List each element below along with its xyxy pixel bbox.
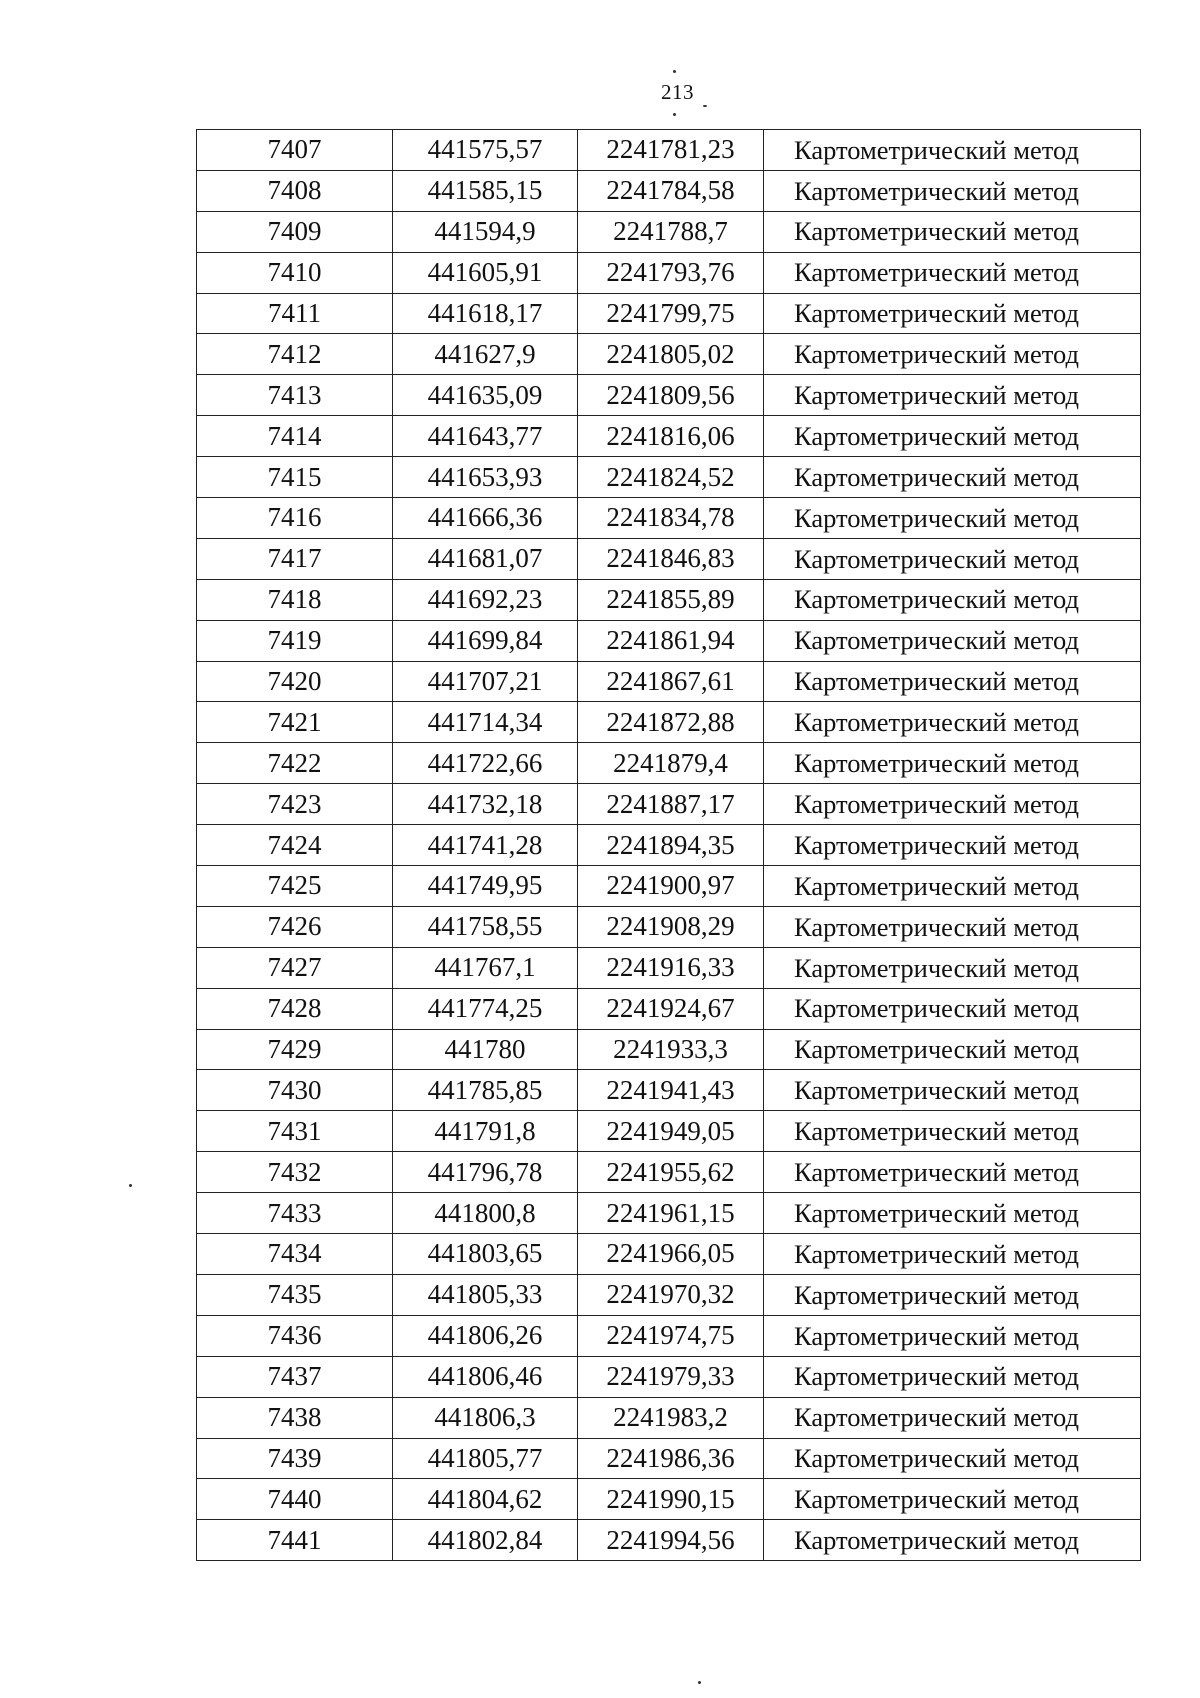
- point-number-cell: 7436: [197, 1315, 393, 1356]
- y-coordinate-cell: 2241861,94: [578, 620, 764, 661]
- method-cell: Картометрический метод: [764, 1193, 1141, 1234]
- method-cell: Картометрический метод: [764, 1397, 1141, 1438]
- y-coordinate-cell: 2241941,43: [578, 1070, 764, 1111]
- method-cell: Картометрический метод: [764, 1438, 1141, 1479]
- point-number-cell: 7441: [197, 1520, 393, 1561]
- y-coordinate-cell: 2241983,2: [578, 1397, 764, 1438]
- y-coordinate-cell: 2241908,29: [578, 906, 764, 947]
- coordinates-table-body: [197, 130, 1141, 1561]
- x-coordinate-cell: 441666,36: [393, 498, 578, 539]
- y-coordinate-cell: 2241879,4: [578, 743, 764, 784]
- x-coordinate-cell: 441749,95: [393, 866, 578, 907]
- x-coordinate-cell: 441653,93: [393, 457, 578, 498]
- table-row: [197, 1152, 1141, 1193]
- table-row: [197, 1274, 1141, 1315]
- y-coordinate-cell: 2241933,3: [578, 1029, 764, 1070]
- method-cell: Картометрический метод: [764, 211, 1141, 252]
- x-coordinate-cell: 441585,15: [393, 170, 578, 211]
- point-number-cell: 7410: [197, 252, 393, 293]
- table-row: [197, 866, 1141, 907]
- point-number-cell: 7414: [197, 416, 393, 457]
- point-number-cell: 7412: [197, 334, 393, 375]
- point-number-cell: 7429: [197, 1029, 393, 1070]
- point-number-cell: 7430: [197, 1070, 393, 1111]
- x-coordinate-cell: 441806,46: [393, 1356, 578, 1397]
- table-row: [197, 375, 1141, 416]
- y-coordinate-cell: 2241955,62: [578, 1152, 764, 1193]
- table-row: [197, 293, 1141, 334]
- table-row: [197, 1438, 1141, 1479]
- x-coordinate-cell: 441802,84: [393, 1520, 578, 1561]
- method-cell: Картометрический метод: [764, 1315, 1141, 1356]
- point-number-cell: 7418: [197, 579, 393, 620]
- method-cell: Картометрический метод: [764, 252, 1141, 293]
- y-coordinate-cell: 2241834,78: [578, 498, 764, 539]
- x-coordinate-cell: 441767,1: [393, 947, 578, 988]
- x-coordinate-cell: 441806,26: [393, 1315, 578, 1356]
- x-coordinate-cell: 441805,33: [393, 1274, 578, 1315]
- table-row: [197, 1356, 1141, 1397]
- table-row: [197, 1315, 1141, 1356]
- point-number-cell: 7428: [197, 988, 393, 1029]
- table-row: [197, 702, 1141, 743]
- y-coordinate-cell: 2241949,05: [578, 1111, 764, 1152]
- table-row: [197, 252, 1141, 293]
- table-row: [197, 784, 1141, 825]
- point-number-cell: 7407: [197, 130, 393, 171]
- method-cell: Картометрический метод: [764, 1274, 1141, 1315]
- y-coordinate-cell: 2241924,67: [578, 988, 764, 1029]
- x-coordinate-cell: 441741,28: [393, 825, 578, 866]
- method-cell: Картометрический метод: [764, 743, 1141, 784]
- x-coordinate-cell: 441627,9: [393, 334, 578, 375]
- table-row: [197, 988, 1141, 1029]
- point-number-cell: 7439: [197, 1438, 393, 1479]
- point-number-cell: 7437: [197, 1356, 393, 1397]
- table-row: [197, 538, 1141, 579]
- y-coordinate-cell: 2241994,56: [578, 1520, 764, 1561]
- x-coordinate-cell: 441714,34: [393, 702, 578, 743]
- y-coordinate-cell: 2241872,88: [578, 702, 764, 743]
- y-coordinate-cell: 2241781,23: [578, 130, 764, 171]
- y-coordinate-cell: 2241979,33: [578, 1356, 764, 1397]
- point-number-cell: 7434: [197, 1234, 393, 1275]
- method-cell: Картометрический метод: [764, 1111, 1141, 1152]
- x-coordinate-cell: 441699,84: [393, 620, 578, 661]
- y-coordinate-cell: 2241784,58: [578, 170, 764, 211]
- y-coordinate-cell: 2241816,06: [578, 416, 764, 457]
- point-number-cell: 7420: [197, 661, 393, 702]
- table-row: [197, 743, 1141, 784]
- table-row: [197, 1520, 1141, 1561]
- point-number-cell: 7411: [197, 293, 393, 334]
- x-coordinate-cell: 441806,3: [393, 1397, 578, 1438]
- x-coordinate-cell: 441707,21: [393, 661, 578, 702]
- y-coordinate-cell: 2241916,33: [578, 947, 764, 988]
- method-cell: Картометрический метод: [764, 1479, 1141, 1520]
- table-row: [197, 1193, 1141, 1234]
- method-cell: Картометрический метод: [764, 579, 1141, 620]
- scan-speck: [698, 1681, 701, 1684]
- point-number-cell: 7421: [197, 702, 393, 743]
- method-cell: Картометрический метод: [764, 1234, 1141, 1275]
- y-coordinate-cell: 2241809,56: [578, 375, 764, 416]
- method-cell: Картометрический метод: [764, 1070, 1141, 1111]
- x-coordinate-cell: 441635,09: [393, 375, 578, 416]
- point-number-cell: 7413: [197, 375, 393, 416]
- y-coordinate-cell: 2241846,83: [578, 538, 764, 579]
- method-cell: Картометрический метод: [764, 784, 1141, 825]
- table-row: [197, 661, 1141, 702]
- y-coordinate-cell: 2241986,36: [578, 1438, 764, 1479]
- x-coordinate-cell: 441618,17: [393, 293, 578, 334]
- scan-speck: [129, 1184, 132, 1187]
- method-cell: Картометрический метод: [764, 375, 1141, 416]
- y-coordinate-cell: 2241894,35: [578, 825, 764, 866]
- x-coordinate-cell: 441785,85: [393, 1070, 578, 1111]
- method-cell: Картометрический метод: [764, 334, 1141, 375]
- table-row: [197, 170, 1141, 211]
- method-cell: Картометрический метод: [764, 416, 1141, 457]
- method-cell: Картометрический метод: [764, 906, 1141, 947]
- method-cell: Картометрический метод: [764, 293, 1141, 334]
- method-cell: Картометрический метод: [764, 1520, 1141, 1561]
- x-coordinate-cell: 441594,9: [393, 211, 578, 252]
- x-coordinate-cell: 441722,66: [393, 743, 578, 784]
- y-coordinate-cell: 2241961,15: [578, 1193, 764, 1234]
- method-cell: Картометрический метод: [764, 947, 1141, 988]
- method-cell: Картометрический метод: [764, 1029, 1141, 1070]
- table-row: [197, 457, 1141, 498]
- x-coordinate-cell: 441575,57: [393, 130, 578, 171]
- table-row: [197, 620, 1141, 661]
- x-coordinate-cell: 441774,25: [393, 988, 578, 1029]
- y-coordinate-cell: 2241887,17: [578, 784, 764, 825]
- table-row: [197, 906, 1141, 947]
- x-coordinate-cell: 441803,65: [393, 1234, 578, 1275]
- y-coordinate-cell: 2241805,02: [578, 334, 764, 375]
- point-number-cell: 7423: [197, 784, 393, 825]
- x-coordinate-cell: 441681,07: [393, 538, 578, 579]
- y-coordinate-cell: 2241793,76: [578, 252, 764, 293]
- y-coordinate-cell: 2241867,61: [578, 661, 764, 702]
- point-number-cell: 7435: [197, 1274, 393, 1315]
- scan-speck: [673, 113, 676, 116]
- table-row: [197, 130, 1141, 171]
- point-number-cell: 7408: [197, 170, 393, 211]
- y-coordinate-cell: 2241900,97: [578, 866, 764, 907]
- method-cell: Картометрический метод: [764, 130, 1141, 171]
- table-row: [197, 1111, 1141, 1152]
- table-row: [197, 1234, 1141, 1275]
- y-coordinate-cell: 2241855,89: [578, 579, 764, 620]
- point-number-cell: 7440: [197, 1479, 393, 1520]
- method-cell: Картометрический метод: [764, 620, 1141, 661]
- table-row: [197, 1479, 1141, 1520]
- x-coordinate-cell: 441758,55: [393, 906, 578, 947]
- x-coordinate-cell: 441804,62: [393, 1479, 578, 1520]
- x-coordinate-cell: 441605,91: [393, 252, 578, 293]
- point-number-cell: 7415: [197, 457, 393, 498]
- y-coordinate-cell: 2241824,52: [578, 457, 764, 498]
- y-coordinate-cell: 2241970,32: [578, 1274, 764, 1315]
- point-number-cell: 7431: [197, 1111, 393, 1152]
- point-number-cell: 7416: [197, 498, 393, 539]
- x-coordinate-cell: 441692,23: [393, 579, 578, 620]
- point-number-cell: 7424: [197, 825, 393, 866]
- scan-speck: [673, 70, 676, 73]
- method-cell: Картометрический метод: [764, 702, 1141, 743]
- point-number-cell: 7419: [197, 620, 393, 661]
- table-row: [197, 1070, 1141, 1111]
- method-cell: Картометрический метод: [764, 1356, 1141, 1397]
- x-coordinate-cell: 441800,8: [393, 1193, 578, 1234]
- method-cell: Картометрический метод: [764, 538, 1141, 579]
- method-cell: Картометрический метод: [764, 498, 1141, 539]
- table-row: [197, 579, 1141, 620]
- method-cell: Картометрический метод: [764, 1152, 1141, 1193]
- table-row: [197, 1397, 1141, 1438]
- point-number-cell: 7432: [197, 1152, 393, 1193]
- method-cell: Картометрический метод: [764, 170, 1141, 211]
- y-coordinate-cell: 2241966,05: [578, 1234, 764, 1275]
- coordinates-table: [196, 129, 1141, 1561]
- point-number-cell: 7422: [197, 743, 393, 784]
- y-coordinate-cell: 2241788,7: [578, 211, 764, 252]
- x-coordinate-cell: 441780: [393, 1029, 578, 1070]
- scan-speck: [703, 105, 707, 107]
- method-cell: Картометрический метод: [764, 457, 1141, 498]
- table-row: [197, 947, 1141, 988]
- x-coordinate-cell: 441805,77: [393, 1438, 578, 1479]
- point-number-cell: 7417: [197, 538, 393, 579]
- page-number: 213: [661, 80, 694, 104]
- y-coordinate-cell: 2241799,75: [578, 293, 764, 334]
- method-cell: Картометрический метод: [764, 866, 1141, 907]
- table-row: [197, 211, 1141, 252]
- method-cell: Картометрический метод: [764, 988, 1141, 1029]
- table-row: [197, 825, 1141, 866]
- table-row: [197, 334, 1141, 375]
- x-coordinate-cell: 441643,77: [393, 416, 578, 457]
- method-cell: Картометрический метод: [764, 825, 1141, 866]
- point-number-cell: 7426: [197, 906, 393, 947]
- table-row: [197, 498, 1141, 539]
- point-number-cell: 7438: [197, 1397, 393, 1438]
- x-coordinate-cell: 441796,78: [393, 1152, 578, 1193]
- point-number-cell: 7425: [197, 866, 393, 907]
- point-number-cell: 7433: [197, 1193, 393, 1234]
- y-coordinate-cell: 2241974,75: [578, 1315, 764, 1356]
- x-coordinate-cell: 441732,18: [393, 784, 578, 825]
- point-number-cell: 7427: [197, 947, 393, 988]
- point-number-cell: 7409: [197, 211, 393, 252]
- x-coordinate-cell: 441791,8: [393, 1111, 578, 1152]
- y-coordinate-cell: 2241990,15: [578, 1479, 764, 1520]
- table-row: [197, 1029, 1141, 1070]
- method-cell: Картометрический метод: [764, 661, 1141, 702]
- table-row: [197, 416, 1141, 457]
